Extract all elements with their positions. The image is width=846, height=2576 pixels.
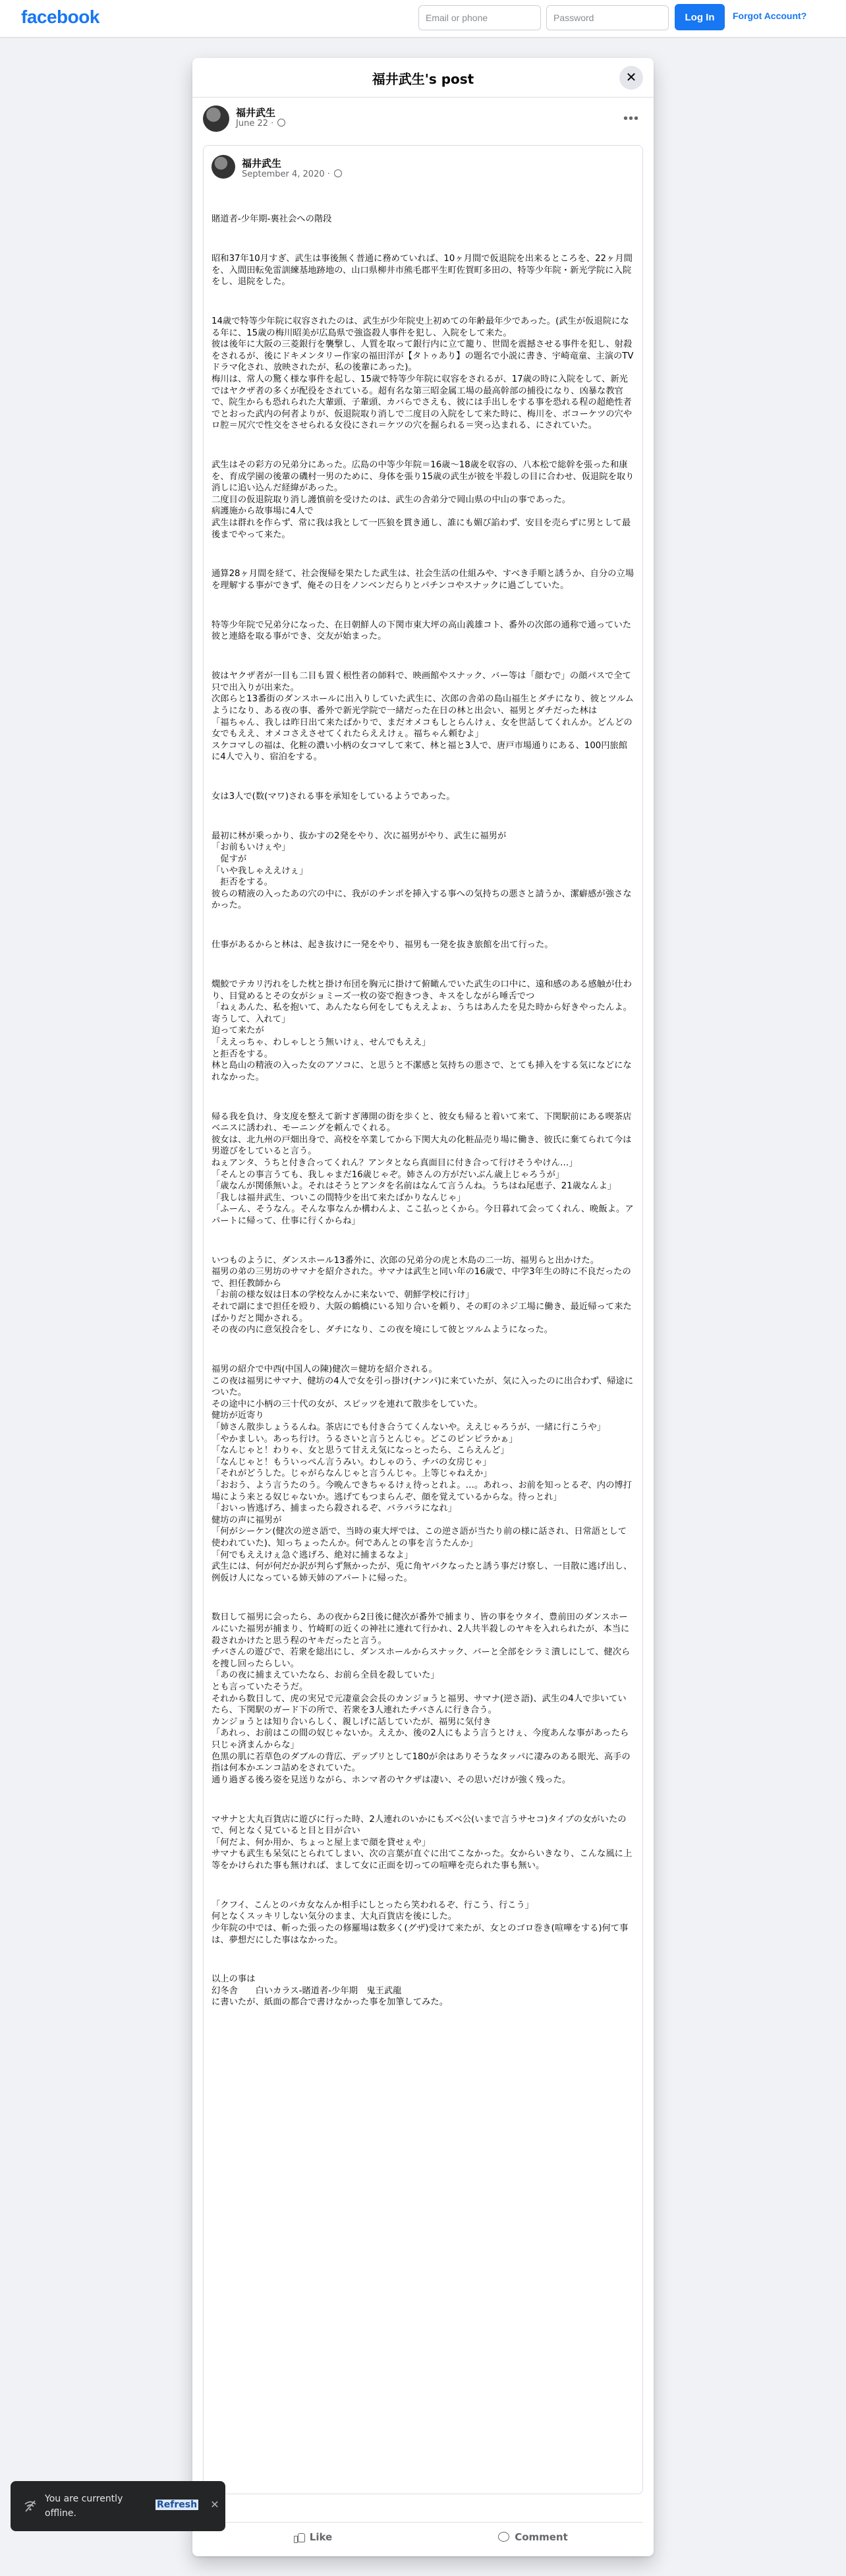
- post-paragraph: 女は3人で(数(マワ)される事を承知をしているようであった。: [212, 792, 455, 802]
- post-paragraph: 燗鮫でテカリ汚れをした枕と掛け布団を胸元に掛けて俯瞰んでいた武生の口中に、遠和感のある感触が仕わり、目覚めるとその女がショミーズ一枚の姿で抱きつき、キスをしながら唾舌でつ 「ねぇあんた、私を抱いて、あんたなら何をしてもええよぉ、うちはあんたを見た時から好きやったんよ。寄うして、入れて」 迫って来たが 「ええっちゃ、わしゃしとう無いけぇ、せんでもええ」 と拒否をする。 林と島山の精液の入った女のアソコに、と思うと不潔感と気持ちの悪さで、とても挿入をする気になどになれなかった。: [212, 980, 632, 1082]
- facebook-logo[interactable]: facebook: [21, 7, 99, 27]
- post-paragraph: 賭道者-少年期-裏社会への階段: [212, 214, 332, 225]
- close-icon[interactable]: ✕: [208, 2498, 221, 2511]
- post-paragraph: 最初に林が乗っかり、抜かすの2発をやり、次に福男がやり、武生に福男が 「お前もいけぇや」 促すが 「いや我しゃええけぇ」 拒否をする。 彼らの精液の入ったあの穴の中に、我がのチンポを挿入する事への気持ちの悪さと請うか、潔癖感が強さなかった。: [212, 831, 632, 911]
- post-date-text[interactable]: June 22 ·: [236, 119, 274, 129]
- post-paragraph: 彼はヤクザ者が一目も二目も置く根性者の師料で、映画館やスナック、バー等は「顔むで」の顔パスで全て只で出入りが出来た。 次郎らと13番街のダンスホールに出入りしていた武生に、次郎の舎弟の島山福生とダチになり、彼とツルムようになり、ある夜の事、番外で新光学院で一緒だった在日の林と出会い、福男とダチだった林は 「福ちゃん、我しは昨日出て来たばかりで、まだオメコもしとらんけぇ、女を世話してくれんか。どんどの女でもええ、オメコさえさせてくれたらええけぇ。福ちゃん頼むよ」 スケコマしの福は、化粧の濃い小柄の女コマして来て、林と福と3人で、唐戸市場通りにある、100円旅館に4人で入り、宿泊をする。: [212, 671, 634, 763]
- post-paragraph: 福男の紹介で中西(中国人の陳)健次＝健坊を紹介される。 この夜は福男にサマナ、健坊の4人で女を引っ掛け(ナンパ)に来ていたが、気に入ったのに出合わず、帰途についた。 その途中に小柄の三十代の女が、スピッツを連れて散歩をしていた。 健坊が近寄り 「姉さん散歩しょうるんね。茶店にでも付き合うてくんないや。ええじゃろうが、一緒に行こうや」 「やかましい。あっち行け。うるさいと言うとんじゃ。どこのピンピラかぁ」 「なんじゃと！わりゃ、女と思うて甘ええ気になっとったら、こらえんど」 「なんじゃと！もういっぺん言うみい。わしゃのう、チバの女房じゃ」 「それがどうした。じゃがらなんじゃと言うんじゃ。上等じゃねえか」 「おおう、よう言うたのう。今晩んできちゃるけぇ待っとれよ。…。あれっ、お前を知っとるぞ、内の博打場によう来とる奴じゃないか。逃げてもつまらんぞ、顔を覚えているからな。待っとれ」 「おいっ皆逃げろ、捕まったら殺されるぞ、バラバラになれ」 健坊の声に福男が 「何がシーケン(健次の逆さ語で、当時の東大坪では、この逆さ語が当たり前の様に話され、日常語として使われていた)、知っちょったんか。何であんとの事を言うたんか」 「何でもええけぇ急ぐ逃げろ、絶対に捕まるなよ」 武生には、何が何だか訳が判らず無かったが、兎に角ヤバクなったと誘う事だけ察し、一目散に逃げ出し、例仮け人になっている姉天姉のアパートに帰った。: [212, 1364, 634, 1583]
- globe-icon: [277, 119, 285, 127]
- thumbs-up-icon: [294, 2532, 304, 2542]
- post-actions: [203, 2522, 643, 2551]
- post-paragraph: マサナと大丸百貨店に遊びに行った時、2人連れのいかにもズベ公(いまで言うサセコ)タイプの女がいたので、何となく見ていると目と目が合い 「何だよ、何か用か、ちょっと屋上まで顔を貸せぇや」 サマナも武生も呆気にとられてしまい、次の言葉が直ぐに出てこなかった。女からいきなり、こんな風に上等をかけられた事も無ければ、まして女に正面を切っての喧嘩を売られた事も無い。: [212, 1814, 633, 1871]
- post-paragraph: 14歳で特等少年院に収容されたのは、武生が少年院史上初めての年齢最年少であった。(武生が仮退院になる年に、15歳の梅川昭美が広島県で強盗殺人事件を犯し、入院をして来た。 彼は後年に大阪の三菱銀行を襲撃し、人質を取って銀行内に立て籠り、世間を震撼させる事件を犯し、射殺をされるが、後にドキメンタリー作家の福田洋が【タトゥあり】の題名で小説に書き、宇崎竜童、主演のTVドラマ化され、放映されたが、私の後輩にあった)。 梅川は、常人の驚く様な事件を起し、15歳で特等少年院に収容をされるが、17歳の時に入院をして、新光ではヤクザ者の多くが配役をされている。超有名な第三昭金属工場の最高幹部の捕役になり、凶暴な教官で、院生からも恐れられた大輩頭、子輩頭、カバらでさえも、彼には手出しをする事を恐れる程の超絶性者でとおった武内の何者よりが、仮退院取り消しで二度目の入院をして来た時に、梅川を、ボコーケツの穴やロ腔＝尻穴で性交をさせられる女役にされ＝ケツの穴を掘られる＝突っ込まれる、にされていた。: [212, 316, 634, 431]
- post-paragraph: 昭和37年10月すぎ、武生は事後無く普通に務めていれば、10ヶ月間で仮退院を出来るところを、22ヶ月間を、入間田転免雷訓練基地跡地の、山口県柳井市熊毛郡平生町佐賀町多田の、特等少年院・新光学院に入院をし、退院をした。: [212, 253, 633, 287]
- comment-button[interactable]: [423, 2523, 643, 2551]
- offline-message: You are currently offline.: [45, 2494, 123, 2519]
- password-input[interactable]: [546, 5, 669, 30]
- post-paragraph: 通算28ヶ月間を経て、社会復帰を果たした武生は、社会生活の仕組みや、すべき手順と誘うか、自分の立場を理解する事ができず、俺その日をノンベンだらりとパチンコやスナックに過ごしていた。: [212, 569, 634, 591]
- post-paragraph: 「クフイ、こんとのバカ女なんか相手にしとったら笑われるぞ、行こう、行こう」 何となくスッキリしない気分のまま、大丸百貨店を後にした。 少年院の中では、斬った張ったの修羅場は数多く(グザ)受けて来たが、女とのゴロ巻き(喧嘩をする)何て事は、夢想だにした事はなかった。: [212, 1900, 629, 1945]
- post-body: [212, 190, 634, 2036]
- top-navigation-bar: [0, 0, 846, 37]
- shared-post-date: [242, 169, 342, 179]
- post-paragraph: 仕事があるからと林は、起き抜けに一発をやり、福男も一発を抜き旅館を出て行った。: [212, 940, 553, 951]
- post-header: [203, 105, 643, 145]
- avatar[interactable]: [203, 105, 229, 132]
- post-paragraph: 数日して福男に会ったら、あの夜から2日後に健次が番外で捕まり、皆の事をウタイ、豊前田のダンスホールにいた福男が捕まり、竹崎町の近くの神社に連れて行かれ、2人共半殺しのヤキを入れられたが、本当に殺されかけたと思う程のヤキだったと言う。 チバさんの遊びで、若衆を総出にし、ダンスホールからスナック、バーと全部をシラミ潰しにして、健次らを捜し回ったらしい。 「あの夜に捕まえていたなら、お前ら全員を殺していた」 とも言っていたそうだ。 それから数日して、虎の実兄で元凄童会会長のカンジョうと福男、サマナ(逆さ語)、武生の4人で歩いていたら、下関駅のガード下の所で、若衆を3人連れたチバさんに行き合う。 カンジョうとは知り合いらしく、親しげに話していたが、福男に気付き 「あれっ、お前はこの間の奴じゃないか。ええか、後の2人にもよう言うとけぇ、今度あんな事があったら只じゃ済まんからな」 色黒の肌に若草色のダブルの背広、デップリとして180が余はありそうなタッパに凄みのある眼光、高手の指は何本かエンコ詰めをされていた。 通り過ぎる後ろ姿を見送りながら、ホンマ者のヤクザは凄い、その思いだけが強く残った。: [212, 1612, 631, 1785]
- email-input[interactable]: [418, 5, 541, 30]
- post-paragraph: 特等少年院で兄弟分になった、在日朝鮮人の下関市東大坪の高山義雄コト、番外の次郎の通称で通っていた彼と連絡を取る事ができ、交友が始まった。: [212, 620, 632, 642]
- post-paragraph: 武生はその彩方の兄弟分にあった。広島の中等少年院＝16歳〜18歳を収容の、八本松で総幹を張った和康を、育成学園の後輩の磯村一男のために、身体を張り15歳の武生が彼を半殺しの目に合わせ、仮退院を取り消しに追い込んだ経緯があった。 二度目の仮退院取り消し護慎前を受けたのは、武生の舎弟分で岡山県の中山の事であった。 病護施から故事場に4人で 武生は群れを作らず、常に我は我として一匹狼を貫き通し、誰にも媚び諂わず、安目を売らずに男として最後までやって来た。: [212, 460, 634, 540]
- refresh-link[interactable]: Refresh: [157, 2500, 198, 2510]
- post-date: [236, 119, 285, 129]
- offline-toast: [11, 2481, 225, 2531]
- avatar[interactable]: [212, 155, 235, 179]
- shared-post: [203, 145, 643, 2494]
- globe-icon: [334, 169, 342, 177]
- post-modal: [192, 58, 654, 2556]
- like-button[interactable]: [203, 2523, 423, 2551]
- forgot-account-link[interactable]: Forgot Account?: [733, 11, 807, 21]
- shared-post-author[interactable]: 福井武生: [242, 158, 282, 169]
- post-paragraph: いつものように、ダンスホール13番外に、次郎の兄弟分の虎と木島の二一坊、福男らと出かけた。 福男の弟の三男坊のサマナを紹介された。サマナは武生と同い年の16歳で、中学3年生の時に不良だったので、担任教師から 「お前の様な奴は日本の学校なんかに来ないで、朝鮮学校に行け」 それで副にまで担任を殴り、大阪の鶴橋にいる知り合いを頼り、その町のネジ工場に働き、最近帰って来たばかりだと聞かされる。 その夜の内に意気投合をし、ダチになり、この夜を境にして彼とツルムようになった。: [212, 1255, 632, 1335]
- post-paragraph: 以上の事は 幻冬舎 白いカラス-賭道者-少年期 鬼王武龍 に書いたが、紙面の都合で書けなかった事を加筆してみた。: [212, 1974, 449, 2008]
- modal-title: 福井武生's post: [372, 71, 474, 87]
- login-button[interactable]: Log In: [675, 4, 725, 30]
- shared-post-header: [212, 155, 634, 187]
- comment-bubble-icon: [498, 2532, 509, 2542]
- shared-post-date-text[interactable]: September 4, 2020 ·: [242, 169, 330, 179]
- comment-label: Comment: [515, 2531, 568, 2543]
- more-options-icon[interactable]: •••: [619, 107, 643, 131]
- post-paragraph: 帰る我を負け、身支度を整えて新すぎ薄開の街を歩くと、彼女も帰ると着いて来て、下関駅前にある喫茶店 ベニスに誘われ、モーニングを頼んでくれる。 彼女は、北九州の戸畑出身で、高校を卒業してから下関大丸の化粧品売り場に働き、彼氏に棄てられて今は男遊びをしていると言う。 ねぇアンタ、うちと付き合ってくれん？アンタとなら真面目に付き合って行けそうやけん…」 「そんとの事言うても、我しゃまだ16歳じゃぞ。姉さんの方がだいぶん歳上じゃろうが」 「歳なんが関係無いよ。それはそうとアンタを名前はなんて言うんね。うちはね尾恵子、21歳なんよ」 「我しは福井武生、ついこの間特少を出て来たばかりなんじゃ」 「ふーん、そうなん。そんな事なんか構わんよ、ここ払っとくから。今日暮れて会ってくれん、晩飯よ。アパートに帰って、仕事に行くからね」: [212, 1111, 634, 1226]
- wifi-off-icon: [24, 2500, 37, 2513]
- modal-header: [192, 58, 654, 98]
- like-label: Like: [309, 2531, 333, 2543]
- close-icon[interactable]: ✕: [619, 66, 643, 90]
- post-author[interactable]: 福井武生: [236, 107, 276, 119]
